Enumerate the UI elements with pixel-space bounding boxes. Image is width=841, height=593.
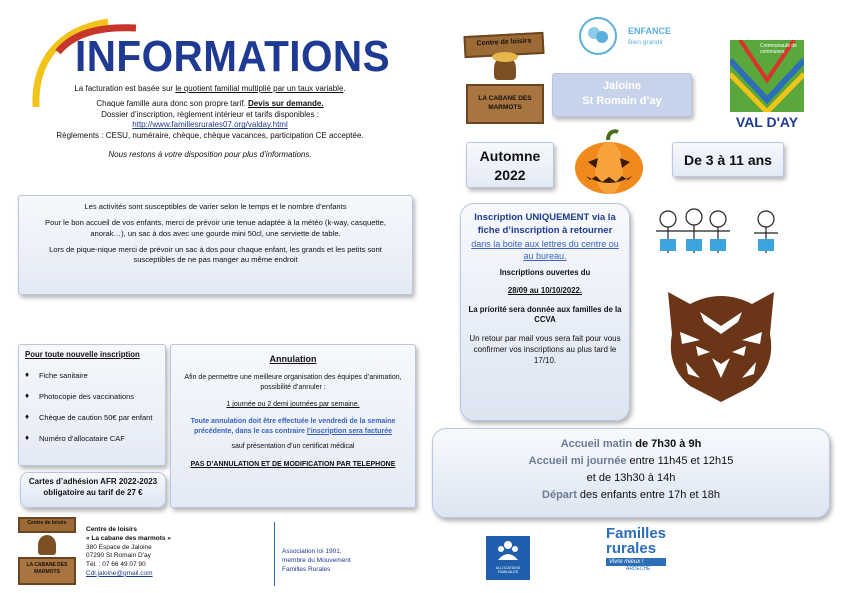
footer-contact: Centre de loisirs « La cabane des marmots » 380 Espace de Jaloine 07290 St Romain D'ay Tél. : 07 66 49 07 90 Cdl.jaloine@gmail.com [86,526,171,577]
season-box: Automne 2022 [466,142,554,188]
children-drawing [654,205,784,265]
age-range-box: De 3 à 11 ans [672,142,784,177]
footer-divider [274,522,275,586]
caf-logo: ALLOCATIONS FAMILIALES [486,536,530,580]
enfance-logo: ENFANCE Bien grandir [578,16,688,60]
list-item: ♦ Numéro d’allocataire CAF [25,434,159,443]
activities-info-box: Les activités sont susceptibles de varier selon le temps et le nombre d’enfants Pour le bon accueil de vos enfants, merci de prévoir une tenue adaptée à la météo (k-way, casquette, anorak…), un sac à dos avec une gourde mini 50cl, une serviette de table. Lors de pique-nique merci de prévoir un sac à dos pour chaque enfant, les grands et les petits sont susceptibles de ne pas manger au même endroit [18,195,413,295]
tiger-head-icon [660,282,782,404]
new-inscription-box: Pour toute nouvelle inscription ♦ Fiche sanitaire ♦ Photocopie des vaccinations ♦ Chèque de caution 50€ par enfant ♦ Numéro d’allocataire CAF [18,344,166,466]
page-title: INFORMATIONS [75,32,391,81]
inscription-box: Inscription UNIQUEMENT via la fiche d’inscription à retourner dans la boite aux lettres du centre ou au bureau. Inscriptions ouvertes du 28/09 au 10/10/2022. La priorité sera donnée aux familles de la CCVA Un retour par mail vous sera fait pour vous confirmer vos inscriptions au plus tard le 17/10. [460,203,630,421]
valday-logo: Communauté de communes VAL D'AY [730,40,804,132]
centre-loisirs-logo: Centre de loisirs LA CABANE DES MARMOTS [464,34,544,124]
annulation-box: Annulation Afin de permettre une meilleure organisation des équipes d’animation, possibilité d’annuler : 1 journée ou 2 demi journées par semaine. Toute annulation doit être effectuée le vendredi de la semaine précédente, dans le cas contraire l’inscription sera facturée sauf présentation d’un certificat médical PAS D’ANNULATION ET DE MODIFICATION PAR TELEPHONE [170,344,416,508]
list-item: ♦ Chèque de caution 50€ par enfant [25,413,159,422]
footer-centre-logo: Centre de loisirs LA CABANE DES MARMOTS [18,517,76,585]
pumpkin-icon [572,128,646,196]
opening-hours-box: Accueil matin de 7h30 à 9h Accueil mi journée entre 11h45 et 12h15 et de 13h30 à 14h Départ des enfants entre 17h et 18h [432,428,830,518]
billing-info: La facturation est basée sur le quotient familial multiplié par un taux variable. Chaque famille aura donc son propre tarif. Devis sur demande. Dossier d’inscription, règlement intérieur et tarifs disponibles : http://www.famillesrurales07.org/valday.html Règlements : CESU, numéraire, chèque, chèque vacances, participation CE acceptée. Nous restons à votre disposition pour plus d’informations. [56,84,364,159]
balloon-icon [578,16,618,56]
familles-rurales-logo: Familles rurales Vivre mieux ! ARDÈCHE [606,525,667,572]
email-link[interactable]: Cdl.jaloine@gmail.com [86,569,153,577]
membership-box: Cartes d’adhésion AFR 2022-2023 obligatoire au tarif de 27 € [20,472,166,508]
list-item: ♦ Fiche sanitaire [25,371,159,380]
list-item: ♦ Photocopie des vaccinations [25,392,159,401]
family-icon [496,540,520,562]
footer-association: Association loi 1901, membre du Mouvement Familles Rurales [282,548,351,573]
website-link[interactable]: http://www.famillesrurales07.org/valday.html [132,120,288,130]
location-box: Jaloine St Romain d’ay [552,73,692,117]
